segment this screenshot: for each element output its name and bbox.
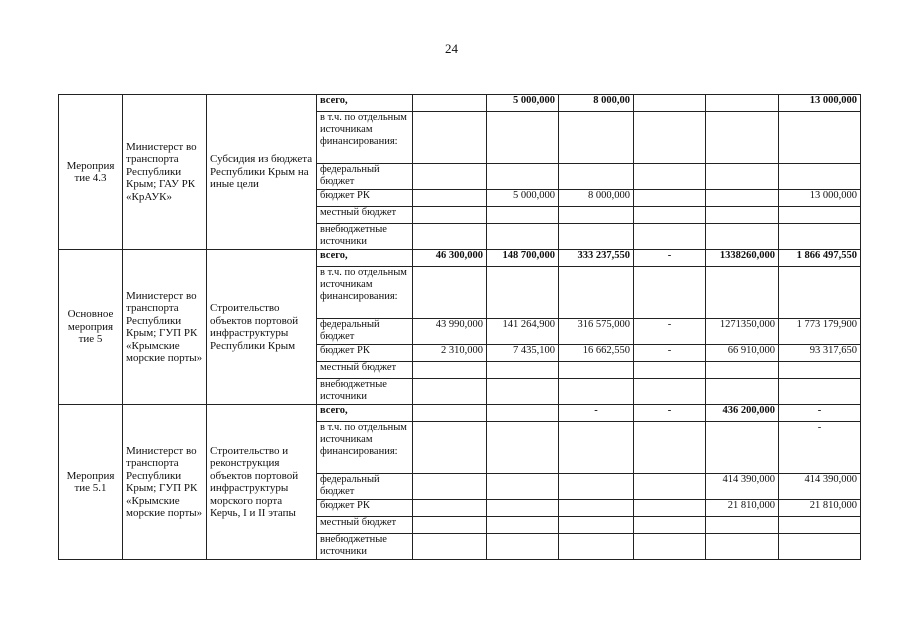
amount-cell [413,224,487,250]
amount-cell [634,362,706,379]
amount-cell: 66 910,000 [706,345,779,362]
amount-cell: - [559,405,634,422]
amount-cell [559,164,634,190]
amount-cell: 436 200,000 [706,405,779,422]
amount-cell: 16 662,550 [559,345,634,362]
amount-cell: 8 000,000 [559,190,634,207]
funding-source-cell: внебюджетные источники [317,224,413,250]
amount-cell [487,112,559,164]
amount-cell [413,534,487,560]
amount-cell [706,379,779,405]
funding-source-cell: местный бюджет [317,362,413,379]
amount-cell: - [779,405,861,422]
funding-source-cell: местный бюджет [317,517,413,534]
amount-cell [559,500,634,517]
funding-source-cell: местный бюджет [317,207,413,224]
amount-cell: 5 000,000 [487,190,559,207]
amount-cell [779,224,861,250]
amount-cell: 21 810,000 [779,500,861,517]
amount-cell [634,207,706,224]
amount-cell: 1338260,000 [706,250,779,267]
funding-source-cell: бюджет РК [317,190,413,207]
amount-cell [779,112,861,164]
amount-cell: 1 866 497,550 [779,250,861,267]
amount-cell: 13 000,000 [779,95,861,112]
amount-cell: - [634,250,706,267]
description-cell: Строительство и реконструкция объектов портовой инфраструктуры морского порта Керчь, I и II этапы [207,405,317,560]
funding-source-cell: федеральный бюджет [317,164,413,190]
amount-cell [413,379,487,405]
amount-cell [559,224,634,250]
amount-cell: 414 390,000 [706,474,779,500]
amount-cell: 8 000,00 [559,95,634,112]
amount-cell: 333 237,550 [559,250,634,267]
event-cell: Основное мероприя тие 5 [59,250,123,405]
amount-cell: 2 310,000 [413,345,487,362]
event-cell: Мероприя тие 4.3 [59,95,123,250]
table-row [59,405,861,422]
amount-cell [487,517,559,534]
amount-cell [706,112,779,164]
amount-cell [487,224,559,250]
executor-cell: Министерст во транспорта Республики Крым; ГУП РК «Крымские морские порты» [123,250,207,405]
amount-cell [706,534,779,560]
amount-cell [634,500,706,517]
amount-cell [634,224,706,250]
amount-cell: 1271350,000 [706,319,779,345]
budget-table [58,94,861,560]
amount-cell [779,362,861,379]
amount-cell [706,224,779,250]
amount-cell [413,474,487,500]
amount-cell: 141 264,900 [487,319,559,345]
amount-cell: - [634,405,706,422]
amount-cell [559,517,634,534]
funding-source-cell: внебюджетные источники [317,534,413,560]
amount-cell: 43 990,000 [413,319,487,345]
amount-cell [706,95,779,112]
page-number: 24 [445,41,458,56]
amount-cell [413,517,487,534]
executor-cell: Министерст во транспорта Республики Крым; ГУП РК «Крымские морские порты» [123,405,207,560]
amount-cell [634,534,706,560]
amount-cell [487,379,559,405]
funding-source-cell: всего, [317,250,413,267]
amount-cell: - [634,345,706,362]
amount-cell [634,190,706,207]
amount-cell [779,379,861,405]
amount-cell: 13 000,000 [779,190,861,207]
funding-source-cell: в т.ч. по отдельным источникам финансирования: [317,422,413,474]
funding-source-cell: внебюджетные источники [317,379,413,405]
amount-cell [706,164,779,190]
amount-cell [487,474,559,500]
table-row [59,250,861,267]
amount-cell [413,405,487,422]
amount-cell [706,362,779,379]
amount-cell: 316 575,000 [559,319,634,345]
amount-cell [706,267,779,319]
amount-cell [487,534,559,560]
amount-cell [779,267,861,319]
event-cell: Мероприя тие 5.1 [59,405,123,560]
funding-source-cell: всего, [317,405,413,422]
amount-cell: 93 317,650 [779,345,861,362]
amount-cell [487,267,559,319]
amount-cell [487,422,559,474]
amount-cell [706,207,779,224]
amount-cell [413,190,487,207]
amount-cell [634,267,706,319]
amount-cell [706,190,779,207]
amount-cell: 46 300,000 [413,250,487,267]
amount-cell [706,422,779,474]
amount-cell [487,207,559,224]
amount-cell [559,267,634,319]
amount-cell: 1 773 179,900 [779,319,861,345]
amount-cell [779,207,861,224]
amount-cell [559,422,634,474]
amount-cell: 414 390,000 [779,474,861,500]
amount-cell [413,500,487,517]
amount-cell [634,517,706,534]
funding-source-cell: в т.ч. по отдельным источникам финансирования: [317,267,413,319]
funding-source-cell: федеральный бюджет [317,319,413,345]
amount-cell [413,267,487,319]
executor-cell: Министерст во транспорта Республики Крым; ГАУ РК «КрАУК» [123,95,207,250]
amount-cell [559,379,634,405]
amount-cell [487,362,559,379]
amount-cell [487,405,559,422]
funding-source-cell: федеральный бюджет [317,474,413,500]
funding-source-cell: бюджет РК [317,500,413,517]
table-row [59,95,861,112]
amount-cell: 21 810,000 [706,500,779,517]
amount-cell: - [779,422,861,474]
amount-cell [413,112,487,164]
amount-cell [413,422,487,474]
amount-cell [413,95,487,112]
amount-cell [559,112,634,164]
funding-source-cell: в т.ч. по отдельным источникам финансирования: [317,112,413,164]
amount-cell [706,517,779,534]
amount-cell [634,95,706,112]
amount-cell [634,164,706,190]
amount-cell [487,164,559,190]
amount-cell [413,207,487,224]
amount-cell [634,379,706,405]
amount-cell [559,207,634,224]
amount-cell [779,534,861,560]
funding-source-cell: всего, [317,95,413,112]
amount-cell [634,112,706,164]
amount-cell [487,500,559,517]
amount-cell: - [634,319,706,345]
amount-cell: 5 000,000 [487,95,559,112]
amount-cell [779,517,861,534]
amount-cell [413,362,487,379]
description-cell: Субсидия из бюджета Республики Крым на иные цели [207,95,317,250]
amount-cell [559,474,634,500]
amount-cell [634,474,706,500]
amount-cell [779,164,861,190]
amount-cell [634,422,706,474]
amount-cell [559,362,634,379]
amount-cell: 7 435,100 [487,345,559,362]
amount-cell: 148 700,000 [487,250,559,267]
amount-cell [413,164,487,190]
amount-cell [559,534,634,560]
funding-source-cell: бюджет РК [317,345,413,362]
description-cell: Строительство объектов портовой инфраструктуры Республики Крым [207,250,317,405]
